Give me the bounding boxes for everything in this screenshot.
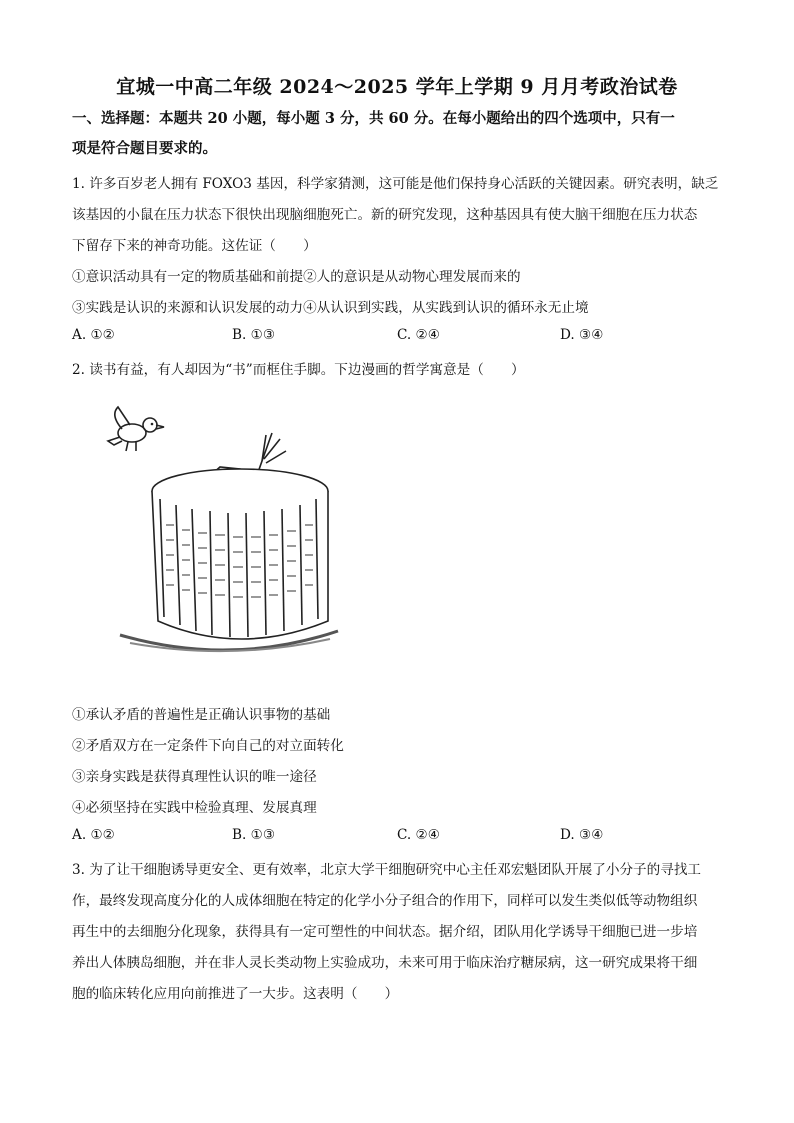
q2-option-b[interactable]: B. ①③ xyxy=(232,827,276,843)
q1-statement-1: ①意识活动具有一定的物质基础和前提②人的意识是从动物心理发展而来的 xyxy=(72,269,521,285)
q1-option-d[interactable]: D. ③④ xyxy=(560,327,604,343)
q2-statement-1: ①承认矛盾的普遍性是正确认识事物的基础 xyxy=(72,707,331,723)
q1-line-2: 该基因的小鼠在压力状态下很快出现脑细胞死亡。新的研究发现，这种基因具有使大脑干细胞在压力状态 xyxy=(72,207,698,223)
section-heading xyxy=(72,104,722,164)
q2-options xyxy=(72,827,732,847)
q1-options xyxy=(72,327,732,347)
q2-statement-3: ③亲身实践是获得真理性认识的唯一途径 xyxy=(72,769,317,785)
q1-option-a[interactable]: A. ①② xyxy=(72,327,115,343)
book-barrel xyxy=(152,469,328,639)
q1-option-c[interactable]: C. ②④ xyxy=(397,327,440,343)
q3-line-1: 3. 为了让干细胞诱导更安全、更有效率，北京大学干细胞研究中心主任邓宏魁团队开展了小分子的寻找工 xyxy=(72,862,702,878)
q1-line-3: 下留存下来的神奇功能。这佐证（ ） xyxy=(72,238,317,254)
cartoon-books-barrel-image xyxy=(100,395,340,667)
exam-title: 宜城一中高二年级 2024～2025 学年上学期 9 月月考政治试卷 xyxy=(116,76,678,98)
section-heading-line-1: 一、选择题：本题共 20 小题，每小题 3 分，共 60 分。在每小题给出的四个选项中，只有一 xyxy=(72,110,675,127)
bird-icon xyxy=(108,407,164,451)
q2-statement-4: ④必须坚持在实践中检验真理、发展真理 xyxy=(72,800,317,816)
q3-line-3: 再生中的去细胞分化现象，获得具有一定可塑性的中间状态。据介绍，团队用化学诱导干细胞已进一步培 xyxy=(72,924,698,940)
q1-line-1: 1. 许多百岁老人拥有 FOXO3 基因，科学家猜测，这可能是他们保持身心活跃的关键因素。研究表明，缺乏 xyxy=(72,176,719,192)
q1-option-b[interactable]: B. ①③ xyxy=(232,327,276,343)
q3-line-2: 作，最终发现高度分化的人成体细胞在特定的化学小分子组合的作用下，同样可以发生类似低等动物组织 xyxy=(72,893,698,909)
q2-option-c[interactable]: C. ②④ xyxy=(397,827,440,843)
q2-line-1: 2. 读书有益，有人却因为“书”而框住手脚。下边漫画的哲学寓意是（ ） xyxy=(72,362,525,378)
q3-line-5: 胞的临床转化应用向前推进了一大步。这表明（ ） xyxy=(72,986,399,1002)
q2-option-d[interactable]: D. ③④ xyxy=(560,827,604,843)
section-heading-line-2: 项是符合题目要求的。 xyxy=(72,140,217,157)
q2-option-a[interactable]: A. ①② xyxy=(72,827,115,843)
q1-statement-2: ③实践是认识的来源和认识发展的动力④从认识到实践，从实践到认识的循环永无止境 xyxy=(72,300,589,316)
q3-line-4: 养出人体胰岛细胞，并在非人灵长类动物上实验成功，未来可用于临床治疗糖尿病，这一研究成果将干细 xyxy=(72,955,698,971)
q2-statement-2: ②矛盾双方在一定条件下向自己的对立面转化 xyxy=(72,738,344,754)
